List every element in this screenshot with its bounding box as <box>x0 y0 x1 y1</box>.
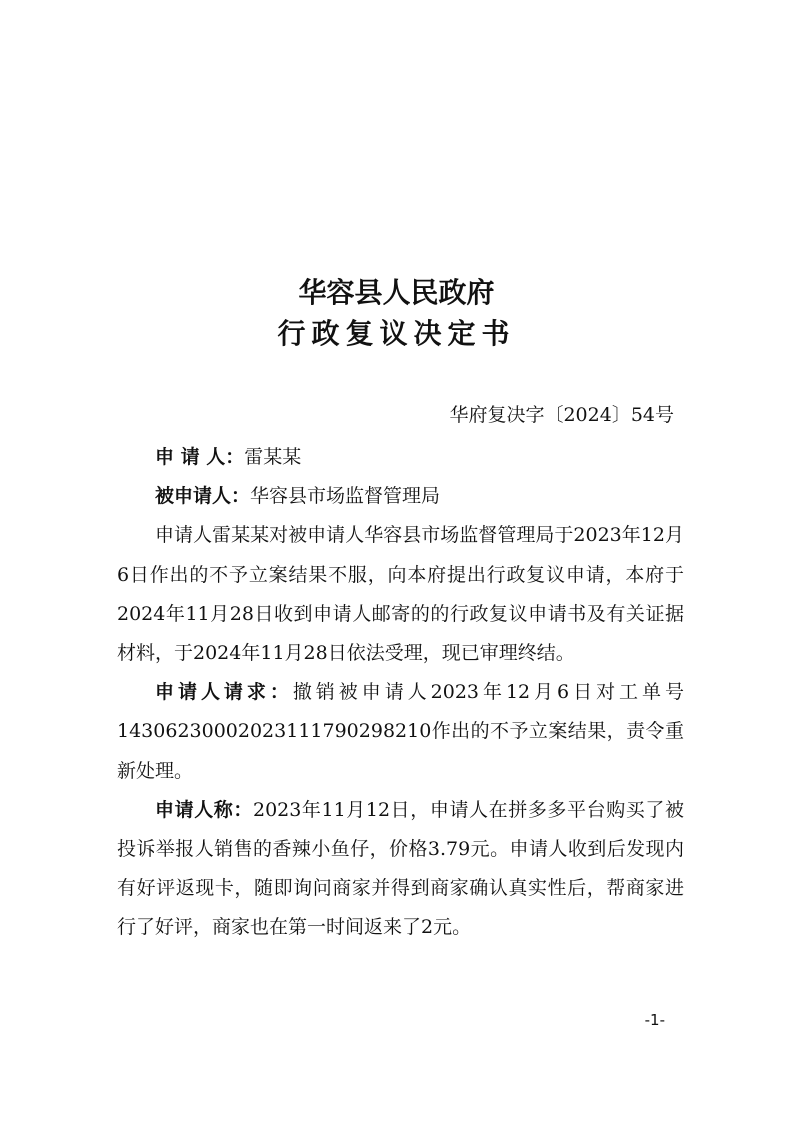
document-number: 华府复决字〔2024〕54号 <box>449 404 674 426</box>
applicant-label: 申 请 人： <box>155 446 245 468</box>
respondent-line <box>117 477 684 516</box>
claim-paragraph <box>117 791 684 948</box>
applicant-name: 雷某某 <box>244 446 302 468</box>
document-type-title: 行政复议决定书 <box>277 317 516 350</box>
request-paragraph <box>117 673 684 791</box>
respondent-label: 被申请人： <box>155 485 251 508</box>
applicant-line <box>117 438 684 477</box>
intro-paragraph: 申请人雷某某对被申请人华容县市场监督管理局于2023年12月6日作出的不予立案结果不服，向本府提出行政复议申请，本府于2024年11月28日收到申请人邮寄的的行政复议申请书及有关证据材料，于2024年11月28日依法受理，现已审理终结。 <box>117 524 684 665</box>
document-body <box>117 438 684 948</box>
page-number: -1- <box>644 1011 665 1029</box>
claim-label: 申请人称： <box>155 798 253 821</box>
request-text: 撤销被申请人2023年12月6日对工单号14306230002023111790298210作出的不予立案结果，责令重新处理。 <box>117 681 684 782</box>
request-label: 申请人请求： <box>155 681 293 704</box>
document-issuer-title: 华容县人民政府 <box>298 276 495 309</box>
respondent-name: 华容县市场监督管理局 <box>250 485 441 508</box>
claim-text: 2023年11月12日，申请人在拼多多平台购买了被投诉举报人销售的香辣小鱼仔，价格3.79元。申请人收到后发现内有好评返现卡，随即询问商家并得到商家确认真实性后，帮商家进行了好评，商家也在第一时间返来了2元。 <box>117 798 684 939</box>
